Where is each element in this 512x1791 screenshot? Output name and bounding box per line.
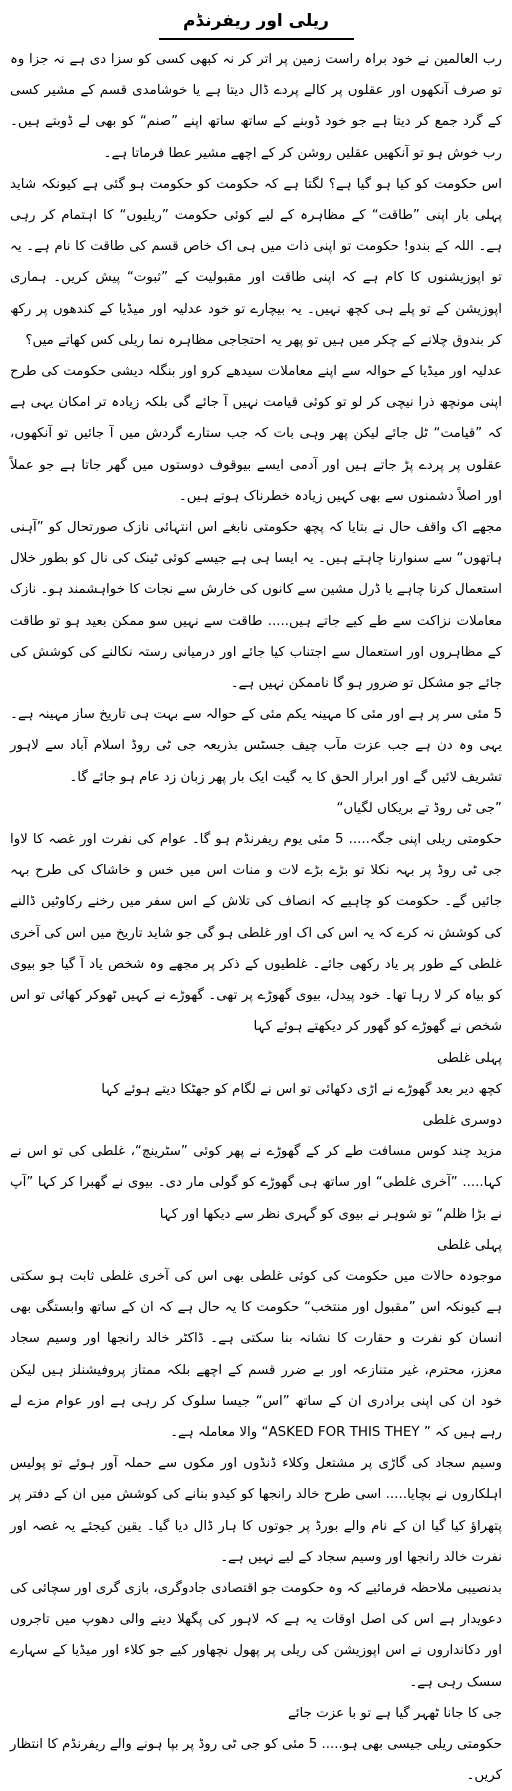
article-body <box>10 44 502 1791</box>
paragraph-14: وسیم سجاد کی گاڑی پر مشتعل وکلاء ڈنڈوں اور مکوں سے حملہ آور ہوئے تو پولیس اہلکاروں نے بچایا..... اسی طرح خالد رانجھا کو کیدو بنانے کی کوشش میں ان کے دفتر پر پتھراؤ کیا گیا ان کے نام والے بورڈ پر جوتوں کا ہار ڈال دیا گیا۔ یقین کیجئے یہ غصہ اور نفرت خالد رانجھا اور وسیم سجاد کے لیے نہیں ہے۔ <box>10 1456 502 1565</box>
article-title: ریلی اور ریفرنڈم <box>183 11 329 31</box>
paragraph-15: بدنصیبی ملاحظہ فرمائیے کہ وہ حکومت جو اقتصادی جادوگری، بازی گری اور سچائی کی دعویدار ہے اس کی اصل اوقات یہ ہے کہ لاہور کی پگھلا دینے والی دھوپ میں تاجروں اور دکانداروں نے اس اپوزیشن کی ریلی پر پھول نچھاور کیے جو کلاء اور میڈیا کے سہارے سسک رہی ہے۔ <box>10 1580 502 1690</box>
paragraph-4: مجھے اک واقف حال نے بتایا کہ پچھ حکومتی نابغے اس انتہائی نازک صورتحال کو ”آہنی ہاتھوں“ سے سنوارنا چاہتے ہیں۔ یہ ایسا ہی ہے جیسے کوئی ٹینک کی نال کو بطور خلال استعمال کرنا چاہے یا ڈرل مشین سے کانوں کی خارش سے نجات کا خواہشمند ہو۔ نازک معاملات نزاکت سے طے کیے جاتے ہیں..... طاقت سے نہیں سو ممکن بعید ہو تو طاقت کے مظاہروں اور استعمال سے اجتناب کیا جائے اور درمیانی رستہ نکالنے کی کوشش کی جائے جو مشکل تو ضرور ہو گا ناممکن نہیں ہے۔ <box>10 520 502 692</box>
paragraph-1: رب العالمین نے خود براہ راست زمین پر اتر کر نہ کبھی کسی کو سزا دی ہے نہ جزا وہ تو صرف آنکھوں اور عقلوں پر کالے پردے ڈال دیتا ہے یا خوشامدی قسم کے مشیر کسی کے گرد جمع کر دیتا ہے جو خود ڈوبنے کے ساتھ ساتھ اپنے ”صنم“ کو بھی لے ڈوبتے ہیں۔ رب خوش ہو تو آنکھیں عقلیں روشن کر کے اچھے مشیر عطا فرماتا ہے۔ <box>10 52 502 161</box>
title-underline <box>159 38 354 40</box>
paragraph-7: حکومتی ریلی اپنی جگہ..... 5 مئی یوم ریفرنڈم ہو گا۔ عوام کی نفرت اور غصہ کا لاوا جی ٹی روڈ پر بہہ نکلا تو بڑے بڑے لات و منات اس میں خس و خاشاک کی طرح بہہ جائیں گے۔ حکومت کو چاہیے کہ انصاف کی تلاش کے اس سفر میں رخنے رکاوٹیں ڈالنے کی کوشش نہ کرے کہ یہ اس کی اک اور غلطی ہو گی جو شاید تاریخ میں اس کی آخری غلطی کے طور پر یاد رکھی جائے۔ غلطیوں کے ذکر پر مجھے وہ شخص یاد آ گیا جو بیوی کو بیاہ کر لا رہا تھا۔ خود پیدل، بیوی گھوڑے پر تھی۔ گھوڑے نے کہیں ٹھوکر کھائی تو اس شخص نے گھوڑے کو گھور کر دیکھتے ہوئے کہا <box>10 832 503 1035</box>
paragraph-9: کچھ دیر بعد گھوڑے نے اڑی دکھائی تو اس نے لگام کو جھٹکا دیتے ہوئے کہا <box>101 1081 502 1097</box>
song-line: ”جی ٹی روڈ تے بریکاں لگیاں“ <box>336 800 502 816</box>
paragraph-2: اس حکومت کو کیا ہو گیا ہے؟ لگتا ہے کہ حکومت کو حکومت ہو گئی ہے کیونکہ شاید پہلی بار اپنی ”طاقت“ کے مظاہرہ کے لیے کوئی حکومت ”ریلیوں“ کا اہتمام کر رہی ہے۔ اللہ کے بندو! حکومت تو اپنی ذات میں ہی اک خاص قسم کی طاقت کا نام ہے۔ یہ تو اپوزیشنوں کا کام ہے کہ اپنی طاقت اور مقبولیت کے ”ثبوت“ پیش کریں۔ ہماری اپوزیشن کے تو پلے ہی کچھ نہیں۔ یہ بیچارے تو خود عدلیہ اور میڈیا کے کندھوں پر رکھ کر بندوق چلانے کے چکر میں ہیں تو پھر یہ احتجاجی مظاہرہ نما ریلی کس کھاتے میں؟ <box>10 176 502 348</box>
first-mistake-line: پہلی غلطی <box>436 1050 502 1066</box>
first-mistake-line-2: پہلی غلطی <box>436 1237 502 1253</box>
second-mistake-line: دوسری غلطی <box>422 1112 502 1128</box>
paragraph-11: مزید چند کوس مسافت طے کر کے گھوڑے نے پھر کوئی ”سٹرینچ“، غلطی کی تو اس نے کہا..... ”آخری غلطی“ اور ساتھ ہی گھوڑے کو گولی مار دی۔ بیوی نے گھبرا کر کہا ”آپ نے بڑا ظلم“ تو شوہر نے بیوی کو گہری نظر سے دیکھا اور کہا <box>10 1144 502 1222</box>
paragraph-5: 5 مئی سر پر ہے اور مئی کا مہینہ یکم مئی کے حوالہ سے بہت ہی تاریخ ساز مہینہ ہے۔ یہی وہ دن ہے جب عزت مآب چیف جسٹس بذریعہ جی ٹی روڈ اسلام آباد سے لاہور تشریف لائیں گے اور ابرار الحق کا یہ گیت ایک بار پھر زبان زد عام ہو جائے گا۔ <box>10 707 502 785</box>
paragraph-13: موجودہ حالات میں حکومت کی کوئی غلطی بھی اس کی آخری غلطی ثابت ہو سکتی ہے کیونکہ اس ”مقبول اور منتخب“ حکومت کا یہ حال ہے کہ ان کے ساتھ وابستگی بھی انسان کو نفرت و حقارت کا نشانہ بنا سکتی ہے۔ ڈاکٹر خالد رانجھا اور وسیم سجاد معزز، محترم، غیر متنازعہ اور بے ضرر قسم کے اچھے بلکہ ممتاز پروفیشنلز ہیں لیکن خود ان کی اپنی برادری ان کے ساتھ ”اس“ جیسا سلوک کر رہی ہے اور عوام مزے لے رہے ہیں کہ ” ASKED FOR THIS THEY“ والا معاملہ ہے۔ <box>10 1268 502 1440</box>
paragraph-16: جی کا جانا ٹھہر گیا ہے تو با عزت جائے <box>287 1705 502 1721</box>
paragraph-3: عدلیہ اور میڈیا کے حوالہ سے اپنے معاملات سیدھے کرو اور بنگلہ دیشی حکومت کی طرح اپنی مونچھ ذرا نیچی کر لو تو کوئی قیامت نہیں آ جائے گی بلکہ زیادہ تر امکان یہی ہے کہ ”قیامت“ ٹل جائے لیکن پھر وہی بات کہ جب ستارے گردش میں آ جائیں تو آنکھوں، عقلوں پر پردے پڑ جاتے ہیں اور آدمی ایسے بیوقوف دوستوں میں گھر جاتا ہے جو عملاً اور اصلاً دشمنوں سے بھی کہیں زیادہ خطرناک ہوتے ہیں۔ <box>10 364 502 504</box>
closing-line: حکومتی ریلی جیسی بھی ہو..... 5 مئی کو جی ٹی روڈ پر بپا ہونے والے ریفرنڈم کا انتظار کریں۔ <box>10 1736 502 1784</box>
